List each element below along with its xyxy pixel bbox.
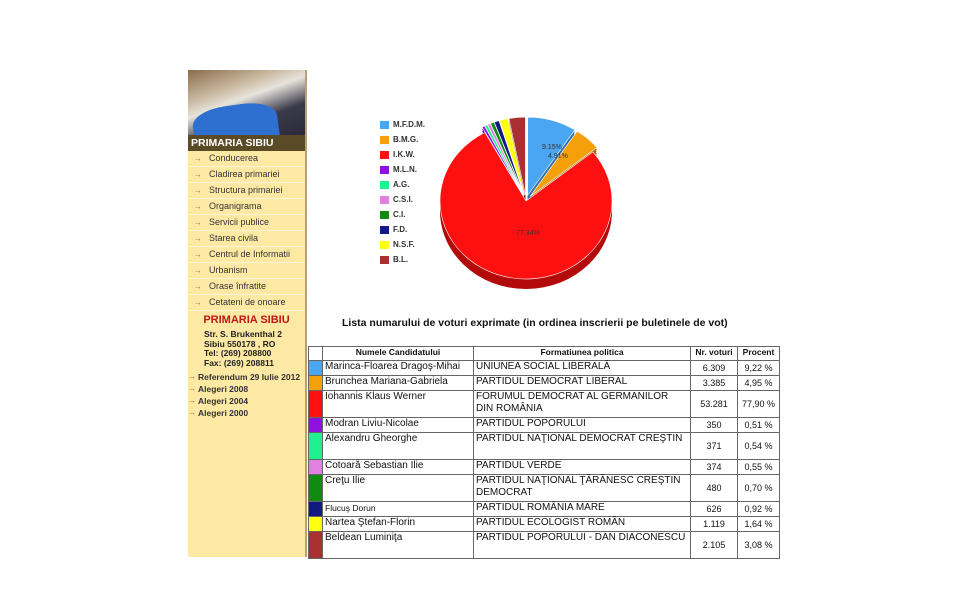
- percent: 77,90 %: [738, 391, 780, 418]
- votes: 3.385: [691, 376, 738, 391]
- legend-label: I.K.W.: [393, 150, 415, 159]
- sidebar-menu-item[interactable]: [188, 295, 305, 311]
- link-label: Alegeri 2008: [198, 384, 249, 394]
- color-swatch: [309, 418, 323, 433]
- table-row: [309, 475, 780, 502]
- votes: 1.119: [691, 517, 738, 532]
- menu-item-label: Orase înfratite: [209, 281, 267, 291]
- chart-legend: [380, 117, 425, 267]
- party-name: UNIUNEA SOCIAL LIBERALĂ: [474, 361, 691, 376]
- color-swatch: [309, 517, 323, 532]
- arrow-icon: →: [188, 408, 196, 417]
- candidate-name: Brunchea Mariana-Gabriela: [323, 376, 474, 391]
- address-line: Tel: (269) 208800: [204, 348, 272, 358]
- sidebar-menu-item[interactable]: [188, 167, 305, 183]
- percent: 0,55 %: [738, 460, 780, 475]
- pie-data-label: 4.91%: [548, 153, 568, 160]
- votes: 53.281: [691, 391, 738, 418]
- legend-entry: [380, 237, 425, 252]
- link-label: Alegeri 2000: [198, 408, 249, 418]
- menu-item-label: Servicii publice: [209, 217, 270, 227]
- legend-swatch: [380, 121, 389, 129]
- menu-item-label: Starea civila: [209, 233, 259, 243]
- arrow-icon: →: [194, 234, 202, 243]
- arrow-icon: →: [188, 384, 196, 393]
- party-name: FORUMUL DEMOCRAT AL GERMANILOR DIN ROMÂNIA: [474, 391, 691, 418]
- votes: 626: [691, 502, 738, 517]
- color-swatch: [309, 475, 323, 502]
- candidate-name: Marinca-Floarea Dragoş-Mihai: [323, 361, 474, 376]
- sidebar-menu: [188, 151, 305, 311]
- sidebar-menu-item[interactable]: [188, 247, 305, 263]
- arrow-icon: →: [194, 170, 202, 179]
- party-name: PARTIDUL NAŢIONAL ŢĂRĂNESC CREŞTIN DEMOCRAT: [474, 475, 691, 502]
- legend-entry: [380, 117, 425, 132]
- legend-entry: [380, 147, 425, 162]
- color-swatch: [309, 433, 323, 460]
- color-swatch: [309, 460, 323, 475]
- legend-swatch: [380, 181, 389, 189]
- results-table: [308, 346, 780, 559]
- table-row: [309, 361, 780, 376]
- sidebar-menu-item[interactable]: [188, 263, 305, 279]
- legend-entry: [380, 132, 425, 147]
- percent: 0,92 %: [738, 502, 780, 517]
- votes: 480: [691, 475, 738, 502]
- arrow-icon: →: [194, 266, 202, 275]
- arrow-icon: →: [194, 298, 202, 307]
- arrow-icon: →: [194, 250, 202, 259]
- candidate-name: Flucuş Dorun: [323, 502, 474, 517]
- color-swatch: [309, 361, 323, 376]
- table-title: Lista numarului de voturi exprimate (in ordinea inscrierii pe buletinele de vot): [342, 317, 728, 329]
- table-row: [309, 502, 780, 517]
- legend-swatch: [380, 166, 389, 174]
- table-row: [309, 418, 780, 433]
- header-photo: [188, 70, 305, 135]
- candidate-name: Beldean Luminiţa: [323, 532, 474, 559]
- sidebar-link[interactable]: [188, 384, 305, 394]
- legend-label: B.M.G.: [393, 135, 419, 144]
- sidebar-menu-item[interactable]: [188, 199, 305, 215]
- legend-swatch: [380, 256, 389, 264]
- color-swatch: [309, 502, 323, 517]
- sidebar-menu-item[interactable]: [188, 215, 305, 231]
- party-name: PARTIDUL DEMOCRAT LIBERAL: [474, 376, 691, 391]
- legend-swatch: [380, 211, 389, 219]
- party-name: PARTIDUL ECOLOGIST ROMÂN: [474, 517, 691, 532]
- color-swatch: [309, 391, 323, 418]
- link-label: Alegeri 2004: [198, 396, 249, 406]
- votes: 350: [691, 418, 738, 433]
- arrow-icon: →: [188, 396, 196, 405]
- sidebar: [188, 70, 307, 557]
- votes: 6.309: [691, 361, 738, 376]
- percent: 0,70 %: [738, 475, 780, 502]
- pie-chart: [430, 105, 630, 305]
- header-percent: Procent: [738, 347, 780, 361]
- address: [188, 330, 305, 368]
- sidebar-link[interactable]: [188, 408, 305, 418]
- legend-label: C.I.: [393, 210, 406, 219]
- legend-swatch: [380, 196, 389, 204]
- percent: 4,95 %: [738, 376, 780, 391]
- sidebar-menu-item[interactable]: [188, 231, 305, 247]
- header-votes: Nr. voturi: [691, 347, 738, 361]
- address-line: Sibiu 550178 , RO: [204, 338, 276, 349]
- percent: 0,51 %: [738, 418, 780, 433]
- menu-item-label: Conducerea: [209, 153, 259, 163]
- candidate-name: Iohannis Klaus Werner: [323, 391, 474, 418]
- menu-item-label: Urbanism: [209, 265, 248, 275]
- header-name: Numele Candidatului: [323, 347, 474, 361]
- arrow-icon: →: [194, 282, 202, 291]
- legend-label: M.F.D.M.: [393, 120, 425, 129]
- candidate-name: Modran Liviu-Nicolae: [323, 418, 474, 433]
- sidebar-link[interactable]: [188, 372, 305, 382]
- party-name: PARTIDUL ROMÂNIA MARE: [474, 502, 691, 517]
- candidate-name: Cotoară Sebastian Ilie: [323, 460, 474, 475]
- legend-swatch: [380, 151, 389, 159]
- menu-item-label: Structura primariei: [209, 185, 283, 195]
- votes: 371: [691, 433, 738, 460]
- menu-item-label: Cetateni de onoare: [209, 297, 286, 307]
- legend-label: B.L.: [393, 255, 409, 264]
- menu-item-label: Cladirea primariei: [209, 169, 280, 179]
- arrow-icon: →: [188, 372, 196, 381]
- table-row: [309, 532, 780, 559]
- address-line: Fax: (269) 208811: [204, 357, 274, 368]
- arrow-icon: →: [194, 154, 202, 163]
- party-name: PARTIDUL VERDE: [474, 460, 691, 475]
- legend-swatch: [380, 136, 389, 144]
- sidebar-header: PRIMARIA SIBIU: [188, 135, 305, 151]
- candidate-name: Nartea Ştefan-Florin: [323, 517, 474, 532]
- legend-label: A.G.: [393, 180, 410, 189]
- pie-data-label: 77.34%: [516, 230, 540, 237]
- legend-entry: [380, 222, 425, 237]
- arrow-icon: →: [194, 218, 202, 227]
- table-row: [309, 517, 780, 532]
- percent: 1,64 %: [738, 517, 780, 532]
- votes: 374: [691, 460, 738, 475]
- legend-swatch: [380, 241, 389, 249]
- party-name: PARTIDUL NAŢIONAL DEMOCRAT CREŞTIN: [474, 433, 691, 460]
- legend-entry: [380, 192, 425, 207]
- percent: 3,08 %: [738, 532, 780, 559]
- arrow-icon: →: [194, 186, 202, 195]
- percent: 9,22 %: [738, 361, 780, 376]
- candidate-name: Alexandru Gheorghe: [323, 433, 474, 460]
- address-line: Str. S. Brukenthal 2: [204, 329, 282, 339]
- legend-entry: [380, 252, 425, 267]
- votes: 2.105: [691, 532, 738, 559]
- party-name: PARTIDUL POPORULUI: [474, 418, 691, 433]
- sidebar-link[interactable]: [188, 396, 305, 406]
- legend-swatch: [380, 226, 389, 234]
- sidebar-menu-item[interactable]: [188, 183, 305, 199]
- legend-entry: [380, 177, 425, 192]
- color-swatch: [309, 376, 323, 391]
- legend-entry: [380, 207, 425, 222]
- menu-item-label: Organigrama: [209, 201, 262, 211]
- legend-label: N.S.F.: [393, 240, 415, 249]
- candidate-name: Creţu Ilie: [323, 475, 474, 502]
- party-name: PARTIDUL POPORULUI - DAN DIACONESCU: [474, 532, 691, 559]
- header-party: Formatiunea politica: [474, 347, 691, 361]
- table-row: [309, 433, 780, 460]
- sidebar-menu-item[interactable]: [188, 151, 305, 167]
- legend-label: C.S.I.: [393, 195, 414, 204]
- pie-data-label: 9.15%: [542, 144, 562, 151]
- link-label: Referendum 29 Iulie 2012: [198, 372, 301, 382]
- legend-entry: [380, 162, 425, 177]
- table-row: [309, 376, 780, 391]
- menu-item-label: Centrul de Informatii: [209, 249, 291, 259]
- legend-label: M.L.N.: [393, 165, 417, 174]
- arrow-icon: →: [194, 202, 202, 211]
- sidebar-menu-item[interactable]: [188, 279, 305, 295]
- table-row: [309, 391, 780, 418]
- color-swatch: [309, 532, 323, 559]
- percent: 0,54 %: [738, 433, 780, 460]
- sidebar-title: PRIMARIA SIBIU: [203, 314, 290, 326]
- legend-label: F.D.: [393, 225, 408, 234]
- table-row: [309, 460, 780, 475]
- color-header: [309, 347, 323, 361]
